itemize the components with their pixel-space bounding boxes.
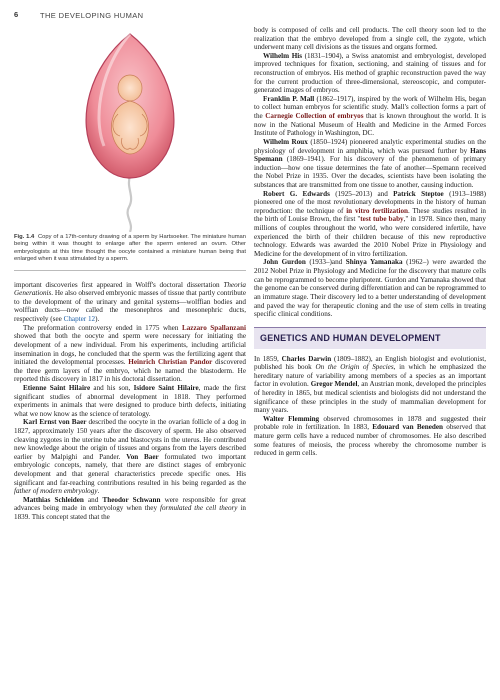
sperm-illustration <box>14 26 246 232</box>
running-title: THE DEVELOPING HUMAN <box>40 11 144 20</box>
figure-hartsoeker-sperm <box>14 26 246 232</box>
page-header <box>14 8 486 26</box>
paragraph: Franklin P. Mall (1862–1917), inspired by the work of Wilhelm His, began to collect human embryos for scientific study. Mall's collection forms a part of the Carnegie Collection of embryos that is known throughout the world. It is now in the National Museum of Health and Medicine in the Armed Forces Institute of Pathology in Washington, DC. <box>254 94 487 138</box>
sperm-tail <box>128 176 132 232</box>
paragraph: Robert G. Edwards (1925–2013) and Patrick Steptoe (1913–1988) pioneered one of the most revolutionary developments in the history of human reproduction: the technique of in vitro fertilization. These studies resulted in the birth of Louise Brown, the first "test tube baby," in 1978. Since then, many millions of couples throughout the world, who were considered infertile, have experienced the birth of their children because of this new reproductive technology. Edwards was awarded the 2010 Nobel Prize in Physiology and Medicine for the development of in vitro fertilization. <box>254 189 486 258</box>
section-heading: GENETICS AND HUMAN DEVELOPMENT <box>254 327 486 349</box>
paragraph: The preformation controversy ended in 1775 when Lazzaro Spallanzani showed that both the oocyte and sperm were necessary for initiating the development of a new individual. From his experiments, including artificial insemination in dogs, he concluded that the sperm was the fertilizing agent that initiated the developmental processes. Heinrich Christian Pandor discovered the three germ layers of the embryo, which he named the blastoderm. He reported this discovery in 1817 in his doctoral dissertation. <box>14 323 247 384</box>
paragraph: John Gurdon (1933–)and Shinya Yamanaka (1962–) were awarded the 2012 Nobel Prize in Physiology and Medicine for the discovery that mature cells can be reprogrammed to become pluripotent. Gurdon and Yamanaka showed that the genome can be conserved during differentiation and can be reprogrammed to an immature stage. Their discovery led to a better understanding of development and paved the way for therapeutic cloning and the use of stem cells in treating specific clinical conditions. <box>254 258 486 319</box>
figure-caption <box>14 234 246 271</box>
paragraph: important discoveries first appeared in Wolff's doctoral dissertation Theoria Generationis. He also observed embryonic masses of tissue that partly contribute to the development of the urinary and genital systems—wolffian bodies and wolffian ducts—now called the mesonephros and mesonephric ducts, respectively (see Chapter 12). <box>14 280 246 324</box>
right-column <box>254 26 486 458</box>
paragraph: Matthias Schleiden and Theodor Schwann were responsible for great advances being made in embryology when they formulated the cell theory in 1839. This concept stated that the <box>14 495 246 522</box>
paragraph: Wilhelm His (1831–1904), a Swiss anatomist and embryologist, developed improved techniques for fixation, sectioning, and staining of tissues and for reconstruction of embryos. His method of graphic reconstruction paved the way for the current production of three-dimensional, stereoscopic, and computer-generated images of embryos. <box>254 51 486 95</box>
paragraph: Wilhelm Roux (1850–1924) pioneered analytic experimental studies on the physiology of development in amphibia, which was pursued further by Hans Spemann (1869–1941). For his discovery of the phenomenon of primary induction—how one tissue determines the fate of another—Spemann received the Nobel Prize in 1935. Over the decades, scientists have been isolating the substances that are transmitted from one tissue to another, causing induction. <box>254 137 487 189</box>
paragraph: Etienne Saint Hilaire and his son, Isidore Saint Hilaire, made the first significant studies of abnormal development in 1818. They performed experiments in animals that were designed to produce birth defects, initiating what we now know as the science of teratology. <box>14 383 246 418</box>
paragraph: body is composed of cells and cell products. The cell theory soon led to the realization that the embryo developed from a single cell, the zygote, which underwent many cell divisions as the tissues and organs formed. <box>254 26 486 52</box>
figure-label: Fig. 1.4 <box>14 234 35 240</box>
paragraph: Walter Flemming observed chromosomes in 1878 and suggested their probable role in fertilization. In 1883, Edouard van Beneden observed that mature germ cells have a reduced number of chromosomes. He also described some features of meiosis, the process whereby the chromosome number is reduced in germ cells. <box>254 414 486 458</box>
paragraph: Karl Ernst von Baer described the oocyte in the ovarian follicle of a dog in 1827, approximately 150 years after the discovery of sperm. He also observed cleaving zygotes in the uterine tube and blastocysts in the uterus. He contributed new knowledge about the origin of tissues and organs from the layers described earlier by Malpighi and Pander. Von Baer formulated two important embryologic concepts, namely, that there are distinct stages of embryonic development and that general characteristics precede specific ones. His significant and far-reaching contributions resulted in his being regarded as the father of modern embryology. <box>14 418 246 496</box>
chapter-link[interactable]: Chapter 12 <box>63 315 96 324</box>
page-number: 6 <box>14 10 19 19</box>
paragraph: In 1859, Charles Darwin (1809–1882), an English biologist and evolutionist, published his book On the Origin of Species, in which he emphasized the hereditary nature of variability among members of a species as an important factor in evolution. Gregor Mendel, an Austrian monk, developed the principles of heredity in 1865, but medical scientists and biologists did not understand the significance of these principles in the study of mammalian development for many years. <box>254 354 487 415</box>
figure-caption-text: Copy of a 17th-century drawing of a sperm by Hartsoeker. The miniature human being within it was thought to enlarge after the sperm entered an ovum. Other embryologists at this time thought the oocyte contained a miniature human being that enlarged when it was stimulated by a sperm. <box>14 234 246 263</box>
left-column <box>14 26 246 522</box>
